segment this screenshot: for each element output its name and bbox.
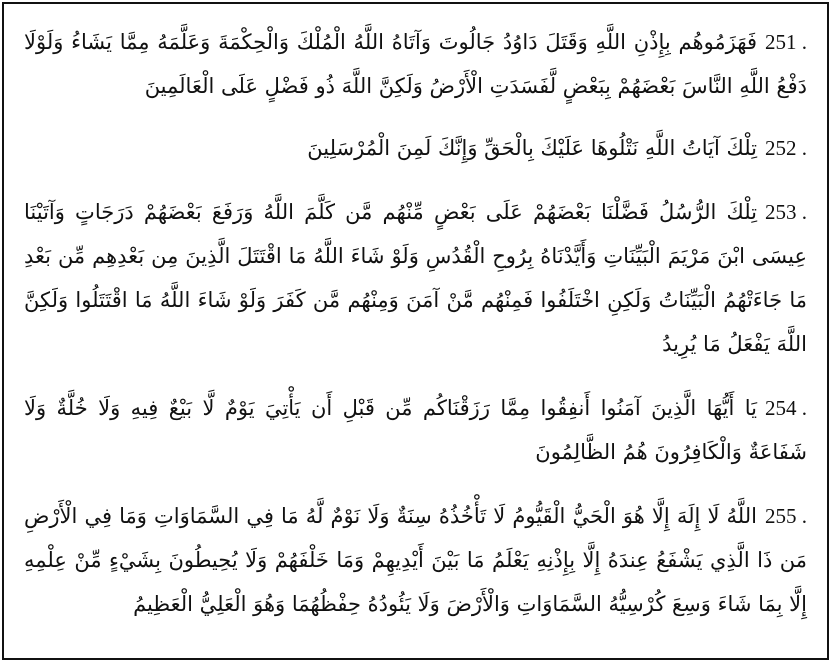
verse-text: تِلْكَ الرُّسُلُ فَضَّلْنَا بَعْضَهُمْ عَلَى بَعْضٍ مِّنْهُم مَّن كَلَّمَ اللَّهُ وَرَفَعَ بَعْضَهُمْ دَرَجَاتٍ وَآتَيْنَا عِيسَى ابْنَ مَرْيَمَ الْبَيِّنَاتِ وَأَيَّدْنَاهُ بِرُوحِ الْقُدُسِ وَلَوْ شَاءَ اللَّهُ مَا اقْتَتَلَ الَّذِينَ مِن بَعْدِهِم مِّن بَعْدِ مَا جَاءَتْهُمُ الْبَيِّنَاتُ وَلَكِنِ اخْتَلَفُوا فَمِنْهُم مَّنْ آمَنَ وَمِنْهُم مَّن كَفَرَ وَلَوْ شَاءَ اللَّهُ مَا اقْتَتَلُوا وَلَكِنَّ اللَّهَ يَفْعَلُ مَا يُرِيدُ — [24, 200, 807, 356]
verse-252 — [24, 126, 807, 170]
verse-text: فَهَزَمُوهُم بِإِذْنِ اللَّهِ وَقَتَلَ دَاوُدُ جَالُوتَ وَآتَاهُ اللَّهُ الْمُلْكَ وَالْحِكْمَةَ وَعَلَّمَهُ مِمَّا يَشَاءُ وَلَوْلَا دَفْعُ اللَّهِ النَّاسَ بَعْضَهُمْ بِبَعْضٍ لَّفَسَدَتِ الْأَرْضُ وَلَكِنَّ اللَّهَ ذُو فَضْلٍ عَلَى الْعَالَمِينَ — [24, 30, 807, 98]
verse-text: يَا أَيُّهَا الَّذِينَ آمَنُوا أَنفِقُوا مِمَّا رَزَقْنَاكُم مِّن قَبْلِ أَن يَأْتِيَ يَوْمٌ لَّا بَيْعٌ فِيهِ وَلَا خُلَّةٌ وَلَا شَفَاعَةٌ وَالْكَافِرُونَ هُمُ الظَّالِمُونَ — [24, 396, 807, 464]
verse-number: 253 . — [765, 200, 807, 224]
verse-list — [24, 20, 807, 642]
verse-254 — [24, 386, 807, 474]
verse-number: 252 . — [765, 136, 807, 160]
verse-text: اللَّهُ لَا إِلَهَ إِلَّا هُوَ الْحَيُّ الْقَيُّومُ لَا تَأْخُذُهُ سِنَةٌ وَلَا نَوْمٌ لَّهُ مَا فِي السَّمَاوَاتِ وَمَا فِي الْأَرْضِ مَن ذَا الَّذِي يَشْفَعُ عِندَهُ إِلَّا بِإِذْنِهِ يَعْلَمُ مَا بَيْنَ أَيْدِيهِمْ وَمَا خَلْفَهُمْ وَلَا يُحِيطُونَ بِشَيْءٍ مِّنْ عِلْمِهِ إِلَّا بِمَا شَاءَ وَسِعَ كُرْسِيُّهُ السَّمَاوَاتِ وَالْأَرْضَ وَلَا يَئُودُهُ حِفْظُهُمَا وَهُوَ الْعَلِيُّ الْعَظِيمُ — [24, 504, 807, 616]
document-frame — [2, 2, 829, 660]
verse-number: 255 . — [765, 504, 807, 528]
verse-number: 254 . — [765, 396, 807, 420]
verse-255 — [24, 494, 807, 626]
verse-251 — [24, 20, 807, 108]
verse-number: 251 . — [765, 30, 807, 54]
verse-text: تِلْكَ آيَاتُ اللَّهِ نَتْلُوهَا عَلَيْكَ بِالْحَقِّ وَإِنَّكَ لَمِنَ الْمُرْسَلِينَ — [307, 136, 757, 160]
verse-253 — [24, 190, 807, 366]
